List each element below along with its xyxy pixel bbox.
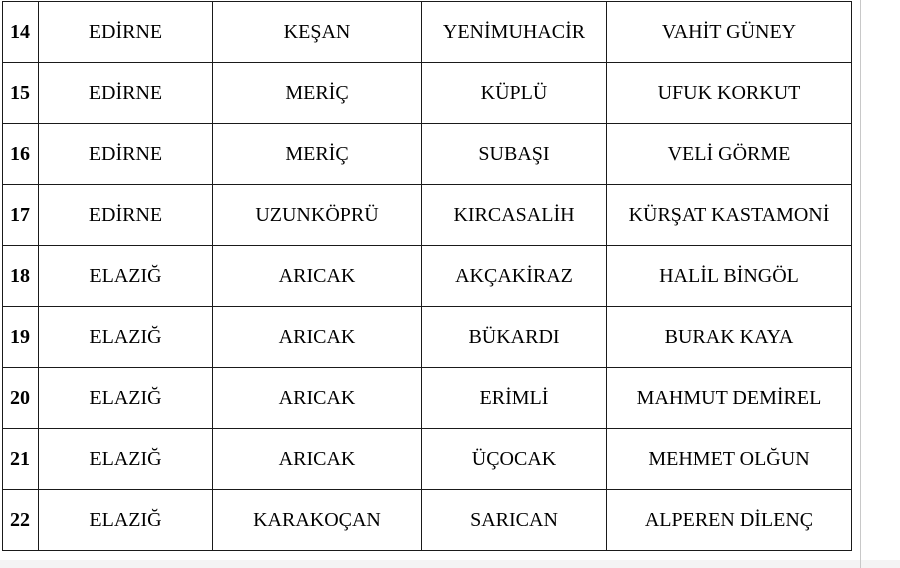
village-cell: YENİMUHACİR [422, 2, 607, 63]
table-row [3, 307, 852, 368]
province-cell: ELAZIĞ [39, 429, 213, 490]
table-row [3, 185, 852, 246]
village-cell: KÜPLÜ [422, 63, 607, 124]
person-name-cell: KÜRŞAT KASTAMONİ [607, 185, 852, 246]
row-number: 16 [3, 124, 39, 185]
person-name-cell: UFUK KORKUT [607, 63, 852, 124]
village-cell: ÜÇOCAK [422, 429, 607, 490]
province-cell: ELAZIĞ [39, 490, 213, 551]
district-cell: ARICAK [213, 368, 422, 429]
row-number: 21 [3, 429, 39, 490]
page-right-margin-line [860, 0, 861, 568]
province-cell: EDİRNE [39, 2, 213, 63]
row-number: 22 [3, 490, 39, 551]
village-cell: BÜKARDI [422, 307, 607, 368]
district-cell: ARICAK [213, 246, 422, 307]
district-cell: MERİÇ [213, 124, 422, 185]
province-cell: EDİRNE [39, 63, 213, 124]
province-cell: ELAZIĞ [39, 307, 213, 368]
row-number: 18 [3, 246, 39, 307]
table-row [3, 368, 852, 429]
village-cell: SARICAN [422, 490, 607, 551]
district-cell: KEŞAN [213, 2, 422, 63]
table-row [3, 2, 852, 63]
table-row [3, 124, 852, 185]
page-bottom-edge [0, 560, 900, 568]
row-number: 20 [3, 368, 39, 429]
village-cell: KIRCASALİH [422, 185, 607, 246]
row-number: 19 [3, 307, 39, 368]
person-name-cell: ALPEREN DİLENÇ [607, 490, 852, 551]
district-cell: ARICAK [213, 429, 422, 490]
person-name-cell: MEHMET OLĞUN [607, 429, 852, 490]
person-name-cell: VAHİT GÜNEY [607, 2, 852, 63]
province-cell: EDİRNE [39, 185, 213, 246]
row-number: 15 [3, 63, 39, 124]
village-cell: AKÇAKİRAZ [422, 246, 607, 307]
table-row [3, 246, 852, 307]
table-row [3, 429, 852, 490]
district-cell: MERİÇ [213, 63, 422, 124]
province-cell: ELAZIĞ [39, 368, 213, 429]
village-cell: ERİMLİ [422, 368, 607, 429]
person-name-cell: BURAK KAYA [607, 307, 852, 368]
row-number: 14 [3, 2, 39, 63]
district-cell: ARICAK [213, 307, 422, 368]
row-number: 17 [3, 185, 39, 246]
district-cell: UZUNKÖPRÜ [213, 185, 422, 246]
table-row [3, 490, 852, 551]
person-name-cell: HALİL BİNGÖL [607, 246, 852, 307]
province-cell: EDİRNE [39, 124, 213, 185]
table-row [3, 63, 852, 124]
village-cell: SUBAŞI [422, 124, 607, 185]
person-name-cell: VELİ GÖRME [607, 124, 852, 185]
village-list-table [2, 1, 852, 551]
district-cell: KARAKOÇAN [213, 490, 422, 551]
person-name-cell: MAHMUT DEMİREL [607, 368, 852, 429]
province-cell: ELAZIĞ [39, 246, 213, 307]
